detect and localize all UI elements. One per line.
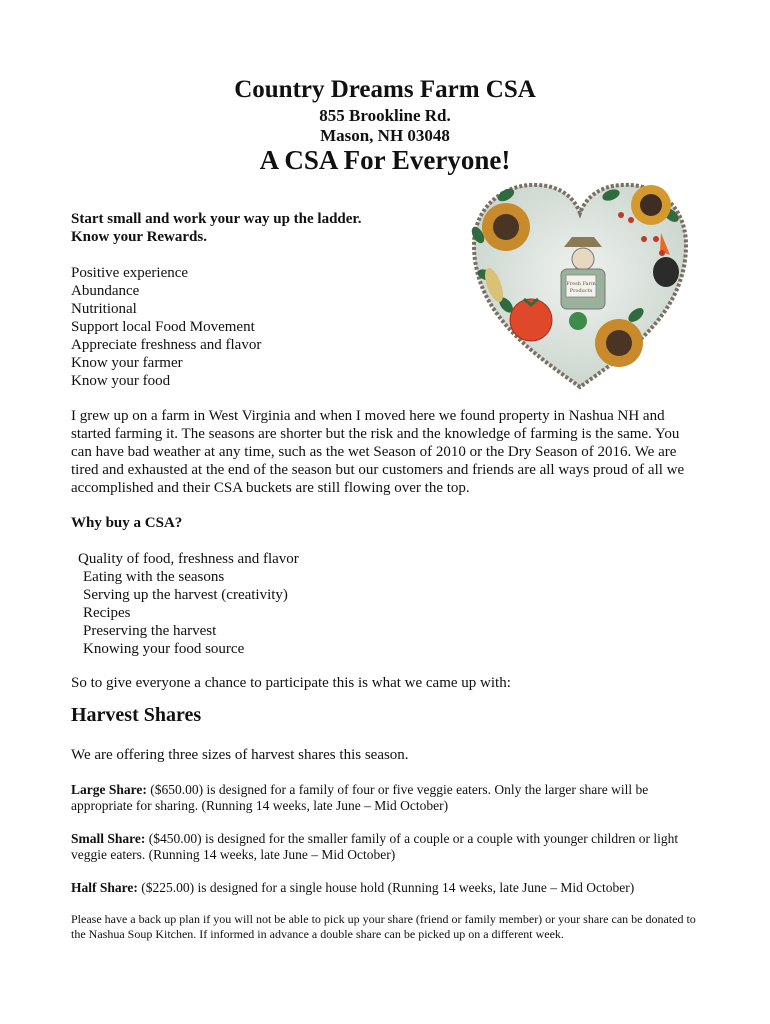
intro-line-1: Start small and work your way up the ladder. <box>71 211 362 227</box>
harvest-offer: We are offering three sizes of harvest shares this season. <box>71 747 409 763</box>
list-item: Know your farmer <box>71 355 183 371</box>
sunflower-icon <box>631 185 671 225</box>
benefits-list <box>71 264 431 390</box>
list-item: Support local Food Movement <box>71 319 255 335</box>
participate-text: So to give everyone a chance to participate this is what we came up with: <box>71 675 511 691</box>
intro <box>71 210 471 246</box>
list-item: Recipes <box>83 605 131 621</box>
list-item: Eating with the seasons <box>83 569 225 585</box>
half-share <box>71 880 711 896</box>
svg-text:Fresh Farm: Fresh Farm <box>566 281 596 287</box>
backup-plan-note: Please have a back up plan if you will not be able to pick up your share (friend or family member) or your share can be donated to the Nashua Soup Kitchen. If informed in advance a double share can be picked up on a different week. <box>71 912 696 941</box>
apple-icon <box>569 312 587 330</box>
page-subtitle: A CSA For Everyone! <box>259 145 511 175</box>
list-item: Knowing your food source <box>83 641 245 657</box>
heart-wreath-illustration <box>466 175 694 395</box>
svg-text:Products: Products <box>569 288 593 294</box>
list-item: Quality of food, freshness and flavor <box>78 551 299 567</box>
list-item: Know your food <box>71 373 171 389</box>
sunflower-icon <box>595 319 643 367</box>
large-share-text: ($650.00) is designed for a family of four or five veggie eaters. Only the larger share will be appropriate for sharing. (Running 14 weeks, late June – Mid October) <box>71 782 649 813</box>
small-share <box>71 831 711 863</box>
list-item: Nutritional <box>71 301 137 317</box>
half-share-text: ($225.00) is designed for a single house hold (Running 14 weeks, late June – Mid October) <box>137 880 635 895</box>
large-share <box>71 782 711 814</box>
list-item: Abundance <box>71 283 140 299</box>
large-share-label: Large Share: <box>71 782 147 797</box>
why-heading: Why buy a CSA? <box>71 515 183 531</box>
harvest-heading: Harvest Shares <box>71 704 202 726</box>
address-line-1: 855 Brookline Rd. <box>319 106 451 125</box>
eggplant-icon <box>653 257 679 287</box>
intro-line-2: Know your Rewards. <box>71 229 207 245</box>
small-share-text: ($450.00) is designed for the smaller family of a couple or a couple with younger children or light veggie eaters. (Running 14 weeks, late June – Mid October) <box>71 831 679 862</box>
list-item: Serving up the harvest (creativity) <box>83 587 288 603</box>
address-line-2: Mason, NH 03048 <box>320 126 450 145</box>
sunflower-icon <box>482 203 530 251</box>
page-title: Country Dreams Farm CSA <box>234 76 536 103</box>
farm-story: I grew up on a farm in West Virginia and when I moved here we found property in Nashua NH and started farming it. The seasons are shorter but the risk and the knowledge of farming is the same. You can have bad weather at any time, such as the wet Season of 2010 or the Dry Season of 2016. We are tired and exhausted at the end of the season but our customers and friends are all ways proud of all we accomplished and their CSA buckets are still flowing over the top. <box>71 408 685 496</box>
reasons-list <box>78 550 299 658</box>
list-item: Positive experience <box>71 265 189 281</box>
list-item: Appreciate freshness and flavor <box>71 337 262 353</box>
small-share-label: Small Share: <box>71 831 146 846</box>
list-item: Preserving the harvest <box>83 623 217 639</box>
half-share-label: Half Share: <box>71 880 138 895</box>
